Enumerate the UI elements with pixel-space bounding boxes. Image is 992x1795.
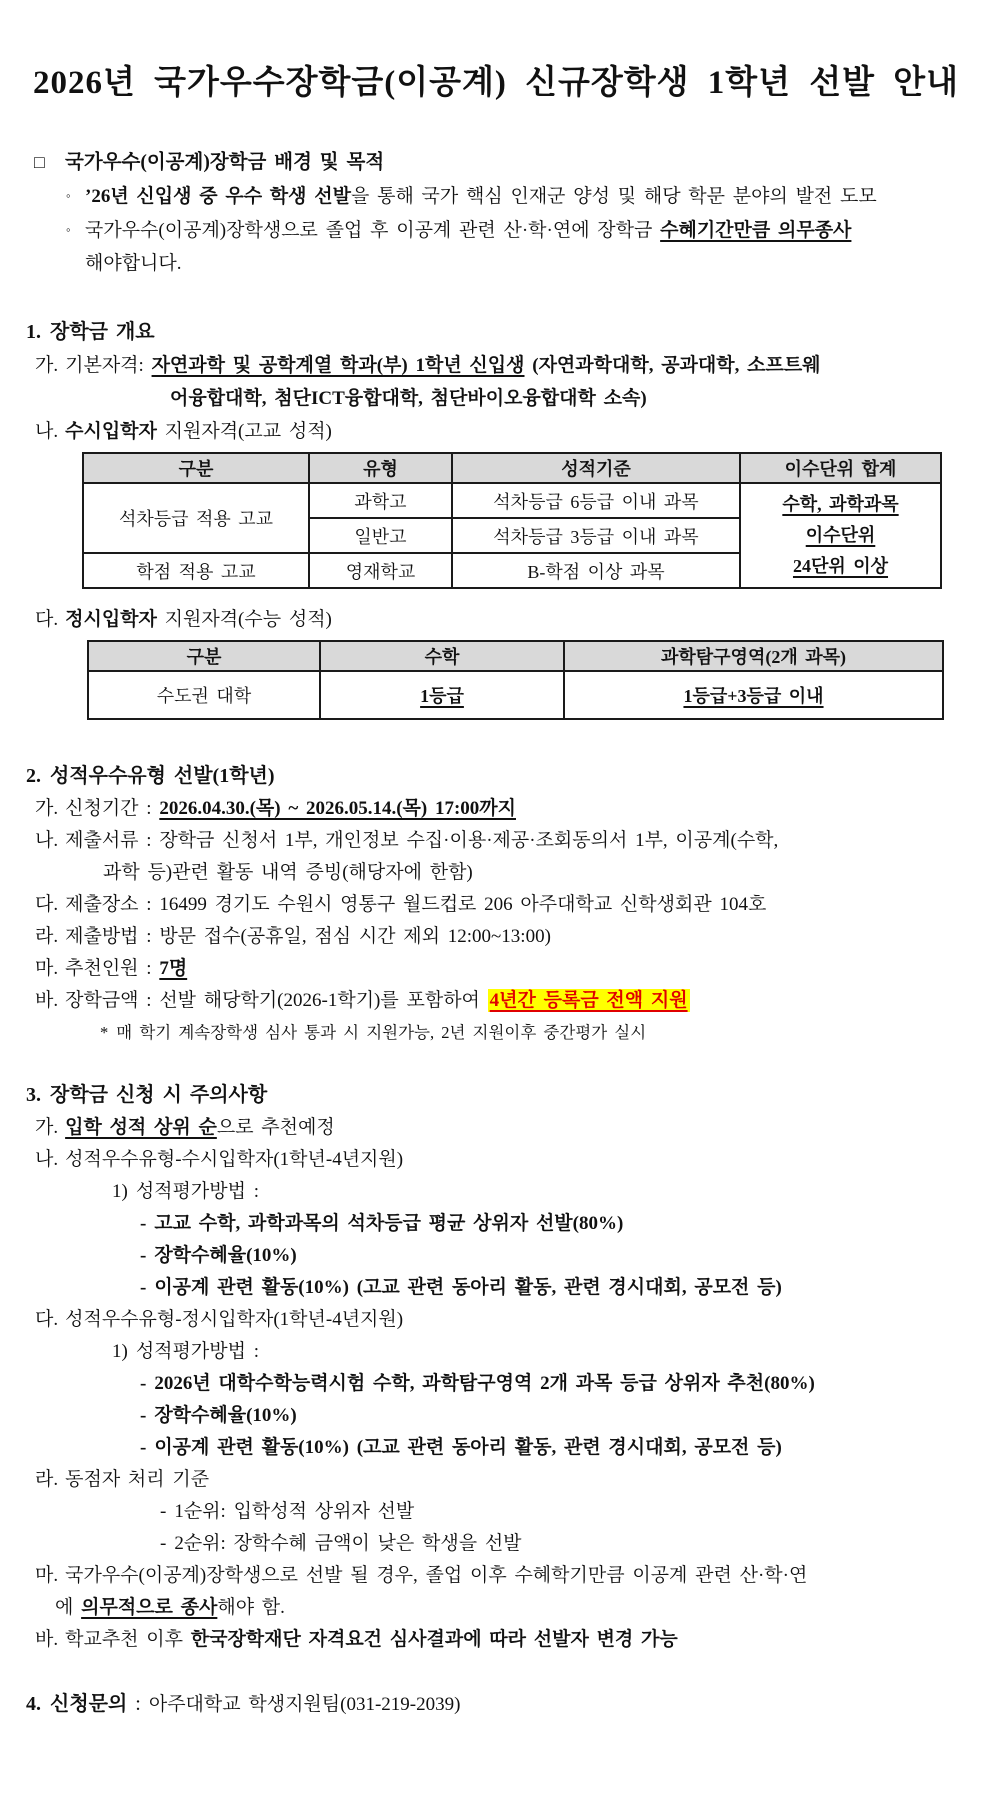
section1-number: 1. bbox=[26, 321, 41, 343]
obligation-emphasis: 의무적으로 종사 bbox=[81, 1597, 218, 1618]
credit-line: 24단위 이상 bbox=[792, 556, 889, 576]
obligation-rest: 해야 함. bbox=[217, 1597, 285, 1618]
bullet1-bold-text: ’26년 신입생 중 우수 학생 선발 bbox=[85, 186, 351, 207]
scholarship-amount-highlight: 4년간 등록금 전액 지원 bbox=[489, 990, 688, 1011]
jeongsi-bold-text: 정시입학자 bbox=[65, 609, 157, 630]
susi-eval-criterion bbox=[140, 1240, 992, 1272]
jeongsi-eval-criterion bbox=[140, 1432, 992, 1464]
criterion-text: 이공계 관련 활동(10%) (고교 관련 동아리 활동, 관련 경시대회, 공모전 등) bbox=[154, 1277, 782, 1298]
table-header-cell: 유형 bbox=[309, 453, 452, 483]
section3-heading bbox=[26, 1079, 992, 1112]
credit-line: 수학, 과학과목 bbox=[782, 494, 899, 514]
background-bullet-2-cont: 해야합니다. bbox=[85, 253, 182, 274]
separator: : bbox=[127, 1693, 149, 1715]
susi-eval-method-text: 성적평가방법 : bbox=[135, 1181, 259, 1202]
foundation-review-pre: 학교추천 이후 bbox=[65, 1629, 191, 1650]
recommendation-count-value: 7명 bbox=[159, 958, 188, 979]
submission-method-value: 방문 접수(공휴일, 점심 시간 제외 12:00~13:00) bbox=[159, 926, 551, 947]
field-name: 추천인원 bbox=[65, 958, 139, 979]
criterion-text: 고교 수학, 과학과목의 석차등급 평균 상위자 선발(80%) bbox=[154, 1213, 624, 1234]
item-label: 다. bbox=[35, 609, 59, 630]
dash-marker: - bbox=[140, 1277, 147, 1298]
separator: : bbox=[138, 990, 160, 1011]
application-period-value: 2026.04.30.(목) ~ 2026.05.14.(목) 17:00까지 bbox=[159, 798, 516, 819]
jeongsi-type-text: 성적우수유형-정시입학자(1학년-4년지원) bbox=[65, 1309, 404, 1330]
circle-bullet-icon: ◦ bbox=[66, 188, 71, 203]
jeongsi-qualification-line bbox=[35, 603, 992, 636]
obligation-line-1 bbox=[35, 1560, 992, 1592]
basic-qualification-prefix: 기본자격: bbox=[65, 355, 152, 376]
table-header-cell: 구분 bbox=[83, 453, 309, 483]
bullet2-emphasis-text: 수혜기간만큼 의무종사 bbox=[660, 220, 852, 241]
table-header-row bbox=[88, 641, 943, 671]
foundation-review-bold: 한국장학재단 자격요건 심사결과에 따라 선발자 변경 가능 bbox=[190, 1629, 678, 1650]
jeongsi-eval-method-text: 성적평가방법 : bbox=[135, 1341, 259, 1362]
documents-value-1: 장학금 신청서 1부, 개인정보 수집·이용·제공·조회동의서 1부, 이공계(수학, bbox=[159, 830, 779, 851]
sub-item-label: 1) bbox=[112, 1341, 128, 1362]
priority-recommendation-line bbox=[35, 1112, 992, 1144]
scholarship-amount-line bbox=[35, 985, 992, 1017]
section1-heading bbox=[26, 316, 992, 349]
criterion-text: 장학수혜율(10%) bbox=[154, 1245, 297, 1266]
dash-marker: - bbox=[160, 1501, 167, 1522]
table-cell: 영재학교 bbox=[309, 553, 452, 588]
susi-eval-method-line bbox=[112, 1176, 992, 1208]
susi-rest-text: 지원자격(고교 성적) bbox=[156, 421, 332, 442]
item-label: 마. bbox=[35, 1565, 59, 1586]
jeongsi-eval-criterion bbox=[140, 1368, 992, 1400]
section3-heading-text: 장학금 신청 시 주의사항 bbox=[50, 1084, 268, 1106]
item-label: 가. bbox=[35, 1117, 59, 1138]
jeongsi-type-line bbox=[35, 1304, 992, 1336]
priority-rest: 으로 추천예정 bbox=[216, 1117, 335, 1138]
table-header-cell: 성적기준 bbox=[452, 453, 740, 483]
bullet2-pre-text: 국가우수(이공계)장학생으로 졸업 후 이공계 관련 산·학·연에 장학금 bbox=[85, 220, 661, 241]
basic-qualification-colleges-2: 어융합대학, 첨단ICT융합대학, 첨단바이오융합대학 소속) bbox=[170, 388, 647, 409]
dash-marker: - bbox=[140, 1373, 147, 1394]
item-label: 나. bbox=[35, 830, 59, 851]
background-bullet-2 bbox=[66, 213, 992, 247]
criterion-text: 이공계 관련 활동(10%) (고교 관련 동아리 활동, 관련 경시대회, 공모전 등) bbox=[154, 1437, 782, 1458]
susi-eval-criterion bbox=[140, 1208, 992, 1240]
section2-heading-text: 성적우수유형 선발(1학년) bbox=[50, 765, 275, 787]
submission-place-value: 16499 경기도 수원시 영통구 월드컵로 206 아주대학교 신학생회관 104호 bbox=[159, 894, 767, 915]
tiebreak-text: 동점자 처리 기준 bbox=[65, 1469, 210, 1490]
table-cell: 일반고 bbox=[309, 518, 452, 553]
table-row bbox=[83, 483, 941, 518]
field-name: 신청기간 bbox=[65, 798, 139, 819]
basic-qualification-line bbox=[35, 349, 992, 382]
section4-heading bbox=[26, 1688, 992, 1721]
separator: : bbox=[138, 958, 160, 979]
section4-number: 4. bbox=[26, 1693, 41, 1715]
dash-marker: - bbox=[140, 1405, 147, 1426]
obligation-line-2 bbox=[55, 1592, 992, 1624]
contact-value: 아주대학교 학생지원팀(031-219-2039) bbox=[148, 1694, 461, 1715]
tiebreak-line bbox=[35, 1464, 992, 1496]
section2-number: 2. bbox=[26, 765, 41, 787]
table-cell: 과학고 bbox=[309, 483, 452, 518]
page-title: 2026년 국가우수장학금(이공계) 신규장학생 1학년 선발 안내 bbox=[32, 65, 960, 101]
jeongsi-rest-text: 지원자격(수능 성적) bbox=[156, 609, 332, 630]
jeongsi-eval-method-line bbox=[112, 1336, 992, 1368]
square-bullet-icon: □ bbox=[34, 152, 45, 172]
table-header-row bbox=[83, 453, 941, 483]
section1-heading-text: 장학금 개요 bbox=[50, 321, 155, 343]
tiebreak-rule bbox=[160, 1496, 992, 1528]
dash-marker: - bbox=[160, 1533, 167, 1554]
sub-item-label: 1) bbox=[112, 1181, 128, 1202]
dash-marker: - bbox=[140, 1245, 147, 1266]
foundation-review-line bbox=[35, 1624, 992, 1656]
criterion-text: 장학수혜율(10%) bbox=[154, 1405, 297, 1426]
circle-bullet-icon: ◦ bbox=[66, 222, 71, 237]
susi-qualification-table bbox=[82, 452, 942, 589]
item-label: 라. bbox=[35, 926, 59, 947]
item-label: 라. bbox=[35, 1469, 59, 1490]
submission-place-line bbox=[35, 889, 992, 921]
math-grade: 1등급 bbox=[420, 686, 464, 706]
separator: : bbox=[138, 798, 160, 819]
science-grade: 1등급+3등급 이내 bbox=[683, 686, 824, 706]
criterion-text: 2026년 대학수학능력시험 수학, 과학탐구영역 2개 과목 등급 상위자 추천(80%) bbox=[154, 1373, 815, 1394]
tiebreak-rule-text: 2순위: 장학수혜 금액이 낮은 학생을 선발 bbox=[174, 1533, 522, 1554]
table-header-cell: 수학 bbox=[320, 641, 564, 671]
table-header-cell: 구분 bbox=[88, 641, 320, 671]
table-cell bbox=[320, 671, 564, 719]
dash-marker: - bbox=[140, 1437, 147, 1458]
dash-marker: - bbox=[140, 1213, 147, 1234]
basic-qualification-underline: 자연과학 및 공학계열 학과(부) 1학년 신입생 bbox=[151, 355, 525, 376]
susi-eval-criterion bbox=[140, 1272, 992, 1304]
separator: : bbox=[138, 830, 160, 851]
field-name: 장학금액 bbox=[65, 990, 139, 1011]
bullet1-rest-text: 을 통해 국가 핵심 인재군 양성 및 해당 학문 분야의 발전 도모 bbox=[350, 186, 877, 207]
recommendation-count-line bbox=[35, 953, 992, 985]
section3-number: 3. bbox=[26, 1084, 41, 1106]
table-cell: B-학점 이상 과목 bbox=[452, 553, 740, 588]
field-name: 제출장소 bbox=[65, 894, 139, 915]
jeongsi-qualification-table bbox=[87, 640, 944, 720]
item-label: 다. bbox=[35, 1309, 59, 1330]
tiebreak-rule bbox=[160, 1528, 992, 1560]
tiebreak-rule-text: 1순위: 입학성적 상위자 선발 bbox=[174, 1501, 415, 1522]
obligation-pre: 에 bbox=[55, 1597, 82, 1618]
susi-qualification-line bbox=[35, 415, 992, 448]
background-heading bbox=[34, 146, 992, 179]
obligation-text-1: 국가우수(이공계)장학생으로 선발 될 경우, 졸업 이후 수혜학기만큼 이공계 관련 산·학·연 bbox=[65, 1565, 808, 1586]
item-label: 바. bbox=[35, 990, 59, 1011]
scholarship-note bbox=[100, 1017, 992, 1049]
table-header-cell: 이수단위 합계 bbox=[740, 453, 941, 483]
susi-bold-text: 수시입학자 bbox=[65, 421, 157, 442]
item-label: 가. bbox=[35, 355, 59, 376]
asterisk-marker: * bbox=[100, 1023, 109, 1042]
credit-line: 이수단위 bbox=[805, 525, 876, 545]
item-label: 나. bbox=[35, 1149, 59, 1170]
jeongsi-eval-criterion bbox=[140, 1400, 992, 1432]
field-name: 제출방법 bbox=[65, 926, 139, 947]
table-cell: 석차등급 3등급 이내 과목 bbox=[452, 518, 740, 553]
application-period-line bbox=[35, 793, 992, 825]
background-bullet-1 bbox=[66, 179, 992, 213]
submission-method-line bbox=[35, 921, 992, 953]
item-label: 나. bbox=[35, 421, 59, 442]
separator: : bbox=[138, 926, 160, 947]
scholarship-amount-pre: 선발 해당학기(2026-1학기)를 포함하여 bbox=[159, 990, 488, 1011]
section4-heading-text: 신청문의 bbox=[50, 1693, 128, 1715]
table-cell-credits bbox=[740, 483, 941, 588]
scholarship-note-text: 매 학기 계속장학생 심사 통과 시 지원가능, 2년 지원이후 중간평가 실시 bbox=[116, 1023, 647, 1042]
table-header-cell: 과학탐구영역(2개 과목) bbox=[564, 641, 943, 671]
documents-value-2: 과학 등)관련 활동 내역 증빙(해당자에 한함) bbox=[103, 862, 473, 883]
table-cell: 석차등급 6등급 이내 과목 bbox=[452, 483, 740, 518]
susi-type-line bbox=[35, 1144, 992, 1176]
documents-line bbox=[35, 825, 992, 857]
item-label: 다. bbox=[35, 894, 59, 915]
section2-heading bbox=[26, 760, 992, 793]
separator: : bbox=[138, 894, 160, 915]
field-name: 제출서류 bbox=[65, 830, 139, 851]
priority-emphasis: 입학 성적 상위 순 bbox=[65, 1117, 217, 1138]
item-label: 가. bbox=[35, 798, 59, 819]
table-cell-group1: 석차등급 적용 고교 bbox=[83, 483, 309, 553]
item-label: 마. bbox=[35, 958, 59, 979]
table-cell bbox=[564, 671, 943, 719]
table-row bbox=[88, 671, 943, 719]
item-label: 바. bbox=[35, 1629, 59, 1650]
basic-qualification-colleges-1: (자연과학대학, 공과대학, 소프트웨 bbox=[524, 355, 821, 376]
background-heading-text: 국가우수(이공계)장학금 배경 및 목적 bbox=[65, 152, 385, 173]
table-cell-group2: 학점 적용 고교 bbox=[83, 553, 309, 588]
table-cell: 수도권 대학 bbox=[88, 671, 320, 719]
susi-type-text: 성적우수유형-수시입학자(1학년-4년지원) bbox=[65, 1149, 404, 1170]
